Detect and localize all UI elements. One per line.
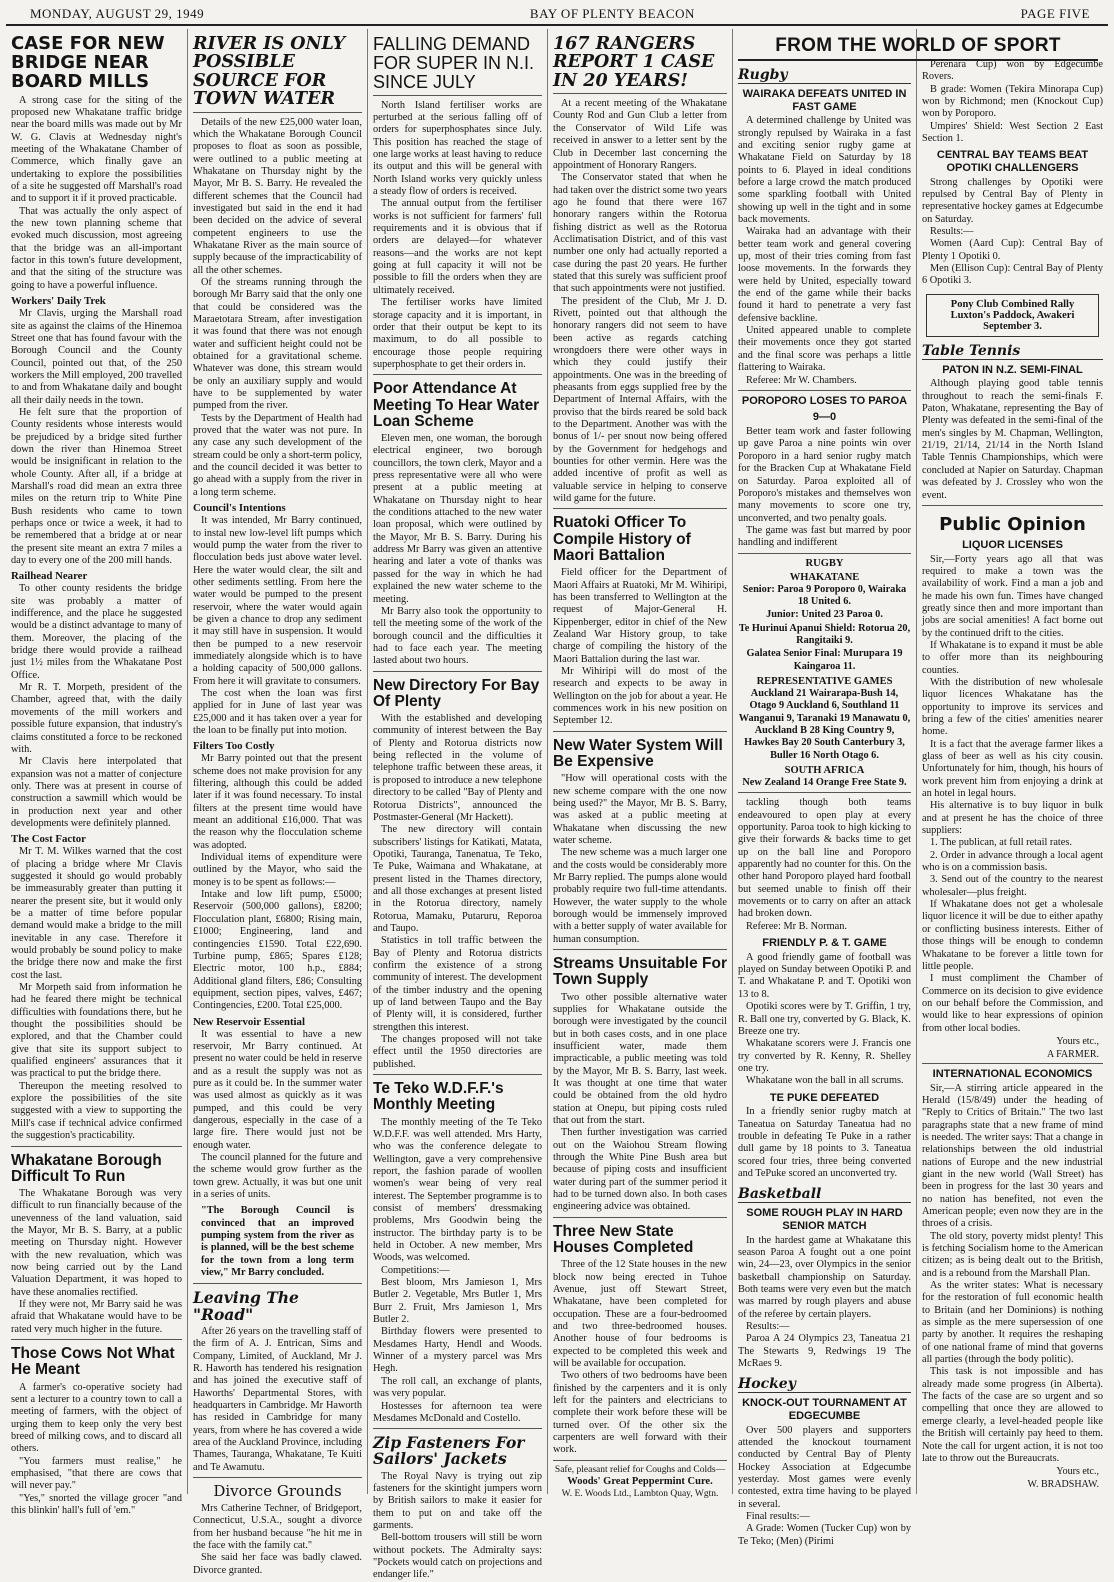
paragraph: Mr Barry pointed out that the present scheme does not make provision for any filtering, although this could be added later if it was found necessary. To instal filters at the present time would have meant an additional £16,000. That was the reason why the flocculation scheme was adopted.: [193, 753, 362, 851]
headline-state-houses: Three New State Houses Completed: [553, 1222, 694, 1257]
headline-divorce: Divorce Grounds: [213, 1482, 342, 1501]
paragraph: Paroa A 24 Olympics 23, Taneatua 21 The Stewarts 9, Redwings 19 The McRaes 9.: [738, 1333, 911, 1369]
sport-title-spacer: [922, 29, 1103, 59]
paragraph: As the writer states: What is necessary for the restoration of full economic health to Britain (and her Dominions) is nothing as simple as the mere supersession of one party by another. It requires the reshaping of one national frame of mind that governs all parties (through the body politic).: [922, 1280, 1103, 1366]
result-line: Te Hurinui Apanui Shield: Rotorua 20, Rangitaiki 9.: [738, 622, 911, 646]
headline-streams: Streams Unsuitable For Town Supply: [553, 955, 727, 989]
paragraph: After 26 years on the travelling staff of the firm of A. J. Entrican, Sims and Company, Limited, of Auckland, Mr J. R. Haworth has tendered his resignation and has joined the executive staff of Haworths' Departmental Stores, with headquarters in Cambridge. Mr Haworth has resided in Cambridge for many years, from where he has covered a wide area of the Auckland Province, including Thames, Tauranga, Whakatane, Te Kuiti and Te Awamutu.: [193, 1325, 362, 1473]
divider: [373, 374, 542, 375]
divider: [193, 112, 362, 113]
paragraph: Strong challenges by Opotiki were repulsed by Central Bay of Plenty in representative hockey games at Edgecumbe on Saturday.: [922, 176, 1103, 225]
paragraph: 3. Send out of the country to the nearest wholesaler—plus freight.: [922, 874, 1103, 898]
headline-te-puke: TE PUKE DEFEATED: [769, 1091, 880, 1104]
paragraph: Mr Clavis, urging the Marshall road site as against the claims of the Hinemoa Street one that has found favour with the Borough Council and the County Council, pointed out that, of the 250 workers the Mill employed, 200 travelled to and from Whakatane daily and bought all their daily needs in the town.: [11, 308, 182, 406]
paragraph: A strong case for the siting of the proposed new Whakatane traffic bridge near the board mills was made out by Mr W. G. Clavis at Wednesday night's meeting of the Whakatane Chamber of Commerce, which finally gave an undertaking to explore the possibilities of a site he suggested off Marshall's road and to support it if it proved practicable.: [11, 94, 182, 205]
headline-super: FALLING DEMAND FOR SUPER IN N.I. SINCE JULY: [373, 34, 535, 92]
headline-directory: New Directory For Bay Of Plenty: [373, 676, 540, 710]
headline-te-teko: Te Teko W.D.F.F.'s Monthly Meeting: [373, 1080, 504, 1114]
divider: [553, 508, 727, 509]
paragraph: His alternative is to buy liquor in bulk and at present he has the choice of three suppliers:: [922, 800, 1103, 837]
paragraph: This task is not impossible and has already made some progress (in Alberta). The facts of the case are so urgent and so compelling that once they are allowed to emerge clearly, a level-headed people like the British will certainly pay heed to them. Note the call for urgent action, it is not too late to throw out the Bureaucrats.: [922, 1366, 1103, 1464]
divider: [553, 1217, 727, 1218]
paragraph: It was intended, Mr Barry continued, to instal new low-level lift pumps which would pump the water from the river to flocculation beds just above water level. Here the water would clear, the silt and other sediments settling. From here the water would be pumped to the present reservoir, where the water would again be given a chance to drop any sediment it may still have in suspension. It would then be pumped to a new reservoir immediately alongside which is to have a holding capacity of 500,000 gallons. From here it will gravitate to consumers.: [193, 515, 362, 687]
paragraph: The new directory will contain subscribers' listings for Katikati, Matata, Opotiki, Tauranga, Tanenatua, Te Teko, Te Puke, Waimana and Whakatane, at present listed in the Thames directory, and all those exchanges at present listed in the Rotorua directory, namely Rotorua, Mamaku, Putaruru, Reporoa and Taupo.: [373, 824, 542, 934]
headline-central-bay: CENTRAL BAY TEAMS BEAT OPOTIKI CHALLENGERS: [936, 149, 1089, 175]
divider: [553, 731, 727, 732]
paragraph: Results:—: [746, 1320, 790, 1332]
paragraph: A Grade: Women (Tucker Cup) won by Te Teko; (Men) (Pirimi: [738, 1523, 911, 1547]
paragraph: A determined challenge by United was strongly repulsed by Wairaka in a fast and exciting senior rugby game at Whakatane Field on Saturday by 18 points to 6. Played in ideal conditions before a large crowd the match produced some sparkling football with United showing up well in the tight and in some back movements.: [738, 115, 911, 226]
letter-signoff: Yours etc.,: [1056, 1035, 1099, 1047]
paragraph: Mr Morpeth said from information he had he feared there might be technical difficulties with foundations there, but he thought the possibilities should be explored, and that the Chamber could give that site its support subject to qualified engineers' assurances that it was practical to put the bridge there.: [11, 982, 182, 1080]
result-line: Junior: United 23 Paroa 0.: [766, 609, 883, 621]
paragraph: Men (Ellison Cup): Central Bay of Plenty 6 Opotiki 3.: [922, 263, 1103, 287]
divider: [193, 1477, 362, 1478]
paragraph: Mr Clavis here interpolated that expansion was not a matter of conjecture only. There was at present in course of construction a sawmill which would be in production next year and other developments were definitely planned.: [11, 756, 182, 829]
headline-cows: Those Cows Not What He Meant: [11, 1345, 175, 1379]
letter-signature: A FARMER.: [1046, 1048, 1099, 1060]
paragraph: If they were not, Mr Barry said he was afraid that Whakatane would have to be rated very much higher in the future.: [11, 1299, 182, 1335]
paragraph: Two others of two bedrooms have been finished by the carpenters and it is only left for the painters and electricians to complete their work before these will be turned over. Of the other six the carpenters are well forward with their work.: [553, 1370, 727, 1456]
paragraph: Over 500 players and supporters attended the knockout tournament conducted by Central Bay of Plenty Hockey Association at Edgecumbe yesterday. Most games were evenly contested, extra time having to be played in several.: [738, 1424, 911, 1510]
paragraph: Results:—: [930, 226, 974, 238]
column-4: [548, 29, 733, 1499]
paragraph: Although playing good table tennis throughout to reach the semi-finals F. Paton, Whakatane, representing the Bay of Plenty was defeated in the semi-final of the men's singles by M. Chapman, Wellington, 21/19, 21/14, 21/14 in the North Island Table Tennis Championships, which were concluded at Napier on Saturday. Chapman was defeated by J. Crossley who won the event.: [922, 378, 1103, 501]
paragraph: Individual items of expenditure were outlined by the Mayor, who said the money is to be spent as follows:—: [193, 852, 362, 888]
paragraph: Umpires' Shield: West Section 2 East Section 1.: [922, 120, 1103, 145]
headline-economics: INTERNATIONAL ECONOMICS: [932, 1067, 1093, 1080]
headline-borough: Whakatane Borough Difficult To Run: [11, 1151, 162, 1185]
divider: [11, 1146, 182, 1147]
paragraph: With the established and developing community of interest between the Bay of Plenty and Rotorua districts now being reflected in the volume of telephone traffic between these areas, it is proposed to introduce a new telephone directory to be called "Bay of Plenty and Rotorua Districts", announced the Postmaster-General (Mr Hackett).: [373, 713, 542, 823]
paragraph: It was essential to have a new reservoir, Mr Barry continued. At present no water could be held in reserve and as a result the supply was not as pure as it could be. In the summer water was used almost as quickly as it was pumped, and this could be very dangerous, especially in the case of a large fire. There would just not be enough water.: [193, 1028, 362, 1151]
paragraph: Eleven men, one woman, the borough electrical engineer, two borough councillors, the town clerk, Mayor and a press representative were all who were present at a public meeting at Whakatane on Thursday night to hear the conditions attached to the new water loan proposal, which were outlined by the Mayor, Mr B. S. Barry. During his address Mr Barry was given an attentive hearing and later a vote of thanks was passed for the way in which he had explained the new water scheme to the meeting.: [373, 433, 542, 605]
public-opinion-title: Public Opinion: [939, 513, 1086, 535]
divider: [738, 390, 911, 391]
column-2: [188, 29, 368, 1576]
paragraph: If Whakatane is to expand it must be able to offer more than its neighbouring counties.: [922, 639, 1103, 676]
paragraph: Intake and low lift pump, £5000; Reservoir (500,000 gallons), £8200; Flocculation plant, £6800; Rising main, £1000; Engineering, land and contingencies £1590. Total £22,690. Turbine pump, £865; Spares £128; Electric motor, 100 h.p., £884; Additional gland filters, £86; Consulting equipment, section pipes, valves, £467; Contingencies, £200. Total £25,000.: [193, 889, 362, 1012]
paragraph: He felt sure that the proportion of County residents whose interests would be prejudiced by a bridge sited further down the river than Hinemoa Street would be insignificant in relation to the whole County. After all, if a bridge at Marshall's road did mean an extra three miles on the return trip to White Pine Bush residents who came to town perhaps once or twice a week, it had to be remembered that a bridge at or near the present site meant an extra 7 miles a day to every one of the 200 mill hands.: [11, 406, 182, 567]
paragraph: Referee: Mr W. Chambers.: [746, 374, 857, 386]
paragraph: Best bloom, Mrs Jamieson 1, Mrs Butler 2. Vegetable, Mrs Butler 1, Mrs Burr 2. Fruit, Mrs Jamieson 1, Mrs Butler 2.: [373, 1277, 542, 1326]
paragraph: I must compliment the Chamber of Commerce on its decision to give evidence on our behalf before the Commission, and would like to hear expressions of opinion from other local bodies.: [922, 973, 1103, 1034]
paragraph: Statistics in toll traffic between the Bay of Plenty and Rotorua districts confirm the existence of a strong community of interest. The development of the timber industry and the opening up of land between Taupo and the Bay of Plenty will, it is considered, further strengthen this interest.: [373, 935, 542, 1033]
headline-ruatoki: Ruatoki Officer To Compile History of Maori Battalion: [553, 514, 691, 564]
paragraph: With the distribution of new wholesale liquor licences Whakatane has the opportunity to improve its services and bring a few of the cities' amenities nearer home.: [922, 676, 1103, 738]
divider: [553, 93, 727, 94]
masthead-date: MONDAY, AUGUST 29, 1949: [30, 6, 205, 21]
subheading: Council's Intentions: [193, 502, 286, 515]
headline-rough-play: SOME ROUGH PLAY IN HARD SENIOR MATCH: [746, 1207, 903, 1232]
paragraph: Sir,—Forty years ago all that was required to make a town was the availability of work. Find a man a job and he made his own fun. Times have changed greatly since then and more important than jobs are social amenities! A fact borne out by the continued drift to the cities.: [922, 553, 1103, 639]
divider: [553, 949, 727, 950]
divider: [553, 1460, 727, 1461]
paragraph: Mrs Catherine Techner, of Bridgeport, Connecticut, U.S.A., sought a divorce from her husband because "he hit me in the face with the family cat.": [193, 1502, 362, 1551]
divider: [373, 1428, 542, 1429]
divider: [11, 1339, 182, 1340]
paragraph: The Royal Navy is trying out zip fasteners for the skintight jumpers worn by British sailors to make it easier for them to put on and take off the garments.: [373, 1470, 542, 1532]
paragraph: B grade: Women (Tekira Minorapa Cup) won by Richmond; men (Knockout Cup) won by Poroporo.: [922, 83, 1103, 120]
paragraph: Details of the new £25,000 water loan, which the Whakatane Borough Council proposes to float as soon as possible, were outlined to a public meeting at Whakatane on Thursday night by the Mayor, Mr B. S. Barry. He revealed the different schemes that the Council had investigated but said in the end it had been decided on the advice of several competent engineers to use the Whakatane River as the main source of supply because of the impracticability of all the other schemes.: [193, 116, 362, 276]
result-line: Auckland 21 Wairarapa-Bush 14, Otago 9 Auckland 6, Southland 11 Wanganui 9, Taranaki 19 Manawatu 0, Auckland B 28 King Country 9, Hawkes Bay 20 South Canterbury 3, Buller 16 North Otago 6.: [738, 687, 911, 761]
paragraph: Two other possible alternative water supplies for Whakatane outside the borough were investigated by the council but in both cases costs, and in one place insufficient water, made them impracticable, a public meeting was told by the Mayor, Mr B. S. Barry, last week. It was thought at one time that water could be obtained from the old hydro station at Onepu, but piping costs ruled that out from the start.: [553, 991, 727, 1127]
divider: [738, 792, 911, 793]
paragraph: Competitions:—: [381, 1264, 450, 1276]
paragraph: The new scheme was a much larger one and the costs would be considerably more Mr Barry replied. The pumps alone would probably require two full-time attendants. However, the water supply to the whole borough would be immensely improved with a better supply of water available for human consumption.: [553, 847, 727, 945]
divider: [738, 553, 911, 554]
paragraph: The council planned for the future and the scheme would grow further as the town grew. Actually, it was but one unit in a series of units.: [193, 1152, 362, 1201]
divider: [373, 1074, 542, 1075]
score-poroporo: 9—0: [812, 411, 837, 424]
results-heading: RUGBY: [805, 557, 844, 569]
section-rugby: Rugby: [738, 67, 911, 84]
masthead-paper-name: BAY OF PLENTY BEACON: [529, 6, 695, 21]
paragraph: A farmer's co-operative society had sent a lecturer to a country town to call a meeting of farmers, with the object of urging them to keep only the very best breed of milking cows, and to discard all others.: [11, 1381, 182, 1455]
paragraph: Mr T. M. Wilkes warned that the cost of placing a bridge where Mr Clavis suggested it should go would probably be immeasurably greater than putting it nearer the present site, but it would only be a matter of time before popular demand would make a bridge to the mill inevitable in any case. Therefore it would probably be sound policy to make the bridge there now and make the first cost the last.: [11, 846, 182, 981]
paragraph: The fertiliser works have limited storage capacity and it is important, in order that their output be kept to its maximum, to do all possible to encourage those people requiring superphosphate to get their orders in.: [373, 297, 542, 370]
paragraph: 1. The publican, at full retail rates.: [930, 837, 1072, 849]
paragraph: To other county residents the bridge site was probably a matter of indifference, and the place he suggested would be a distinct advantage to many of them. Moreover, the placing of the bridge there would provide a railhead just 1½ miles from the Whakatane Post Office.: [11, 583, 182, 681]
headline-friendly: FRIENDLY P. & T. GAME: [762, 937, 887, 950]
headline-poroporo: POROPORO LOSES TO PAROA: [741, 394, 908, 407]
headline-bridge: CASE FOR NEW BRIDGE NEAR BOARD MILLS: [11, 33, 165, 92]
ad-maker: W. E. Woods Ltd., Lambton Quay, Wgtn.: [561, 1488, 719, 1499]
headline-knockout: KNOCK-OUT TOURNAMENT AT EDGECUMBE: [742, 1397, 907, 1422]
paragraph: Hostesses for afternoon tea were Mesdames McDonald and Costello.: [373, 1400, 542, 1424]
column-1: [6, 29, 188, 1517]
headline-attendance: Poor Attendance At Meeting To Hear Water Loan Scheme: [373, 380, 540, 430]
divider: [922, 1063, 1103, 1064]
masthead-page-number: PAGE FIVE: [1020, 6, 1090, 21]
paragraph: Whakatane won the ball in all scrums.: [746, 1075, 904, 1087]
paragraph: Final results:—: [746, 1511, 810, 1523]
ad-line: Safe, pleasant relief for Coughs and Colds—: [554, 1464, 726, 1475]
subheading: The Cost Factor: [11, 833, 86, 846]
paragraph: Referee: Mr B. Norman.: [746, 920, 847, 932]
divider: [373, 671, 542, 672]
sport-section-title: FROM THE WORLD OF SPORT: [738, 35, 1098, 61]
paragraph: "Yes," snorted the village grocer "and this blinkin' hall's full of 'em.": [11, 1492, 182, 1517]
paragraph: In the hardest game at Whakatane this season Paroa A fought out a one point win, 24—23, over Olympics in the senior basketball championship on Saturday. Both teams were very even but the match was marred by rough players and abuse of the referee by certain players.: [738, 1234, 911, 1320]
results-subheading: SOUTH AFRICA: [784, 765, 865, 777]
divider: [373, 95, 542, 96]
paragraph: Field officer for the Department of Maori Affairs at Ruatoki, Mr M. Wihiripi, has been transferred to Wellington at the request of Major-General H. Kippenberger, editor in chief of the New Zealand War History group, to take charge of compiling the history of the Maori Battalion during the last war.: [553, 567, 727, 665]
paragraph: "You farmers must realise," he emphasised, "that there are cows that will never pay.": [11, 1455, 182, 1492]
subheading: Filters Too Costly: [193, 740, 275, 753]
subheading: New Reservoir Essential: [193, 1015, 305, 1028]
headline-paton: PATON IN N.Z. SEMI-FINAL: [942, 363, 1083, 376]
notice-line: September 3.: [983, 320, 1042, 332]
paragraph: The Conservator stated that when he had taken over the district some two years ago he found that there were 167 honorary rangers within the Rotorua fishing district as well as the Rotorua Acclimatisation District, and of this vast number one only had actually reported a case during the past 20 years. He further stated that this surely was sufficient proof that such appointments were not justified.: [553, 172, 727, 295]
letter-signature: W. BRADSHAW.: [1027, 1479, 1099, 1491]
headline-road: Leaving The "Road": [193, 1288, 299, 1324]
section-hockey: Hockey: [738, 1376, 911, 1393]
paragraph: The roll call, an exchange of plants, was very popular.: [373, 1375, 542, 1400]
paragraph: The cost when the loan was first applied for in June of last year was £25,000 and it has taken over a year for the loan to be finally put into motion.: [193, 687, 362, 736]
paragraph: Birthday flowers were presented to Mesdames Harty, Hendl and Woods. Winner of a mystery parcel was Mrs Hegh.: [373, 1326, 542, 1375]
paragraph: North Island fertiliser works are perturbed at the serious falling off of orders for superphosphates since July. This position has reached the stage of one large works at least having to reduce its output and this will be general with North Island works very quickly unless a steady flow of orders is received.: [373, 99, 542, 198]
column-3: [368, 29, 548, 1581]
paragraph: At a recent meeting of the Whakatane County Rod and Gun Club a letter from the Conservator of Wild Life was received in answer to a letter sent by the Club in December last concerning the appointment of Honorary Rangers.: [553, 98, 727, 171]
paragraph: The game was fast but marred by poor handling and indifferent: [738, 524, 911, 549]
paragraph: Perenara Cup) won by Edgecumbe Rovers.: [922, 59, 1103, 83]
results-subheading: REPRESENTATIVE GAMES: [756, 675, 893, 687]
paragraph: Of the streams running through the borough Mr Barry said that the only one that could be considered was the Maraetotara Stream, after investigation it was found that there was not enough water and sufficient height could not be obtained for a gravitational scheme. Whatever was done, this stream would be only an auxiliary supply and would have to be supplemented by water pumped from the river.: [193, 276, 362, 412]
paragraph: It is a fact that the average farmer likes a glass of beer as well as his city cousin. Unfortunately for him, though, his hours of work prevent him from enjoying a drink at an hotel in legal hours.: [922, 738, 1103, 800]
paragraph: The president of the Club, Mr J. D. Rivett, pointed out that although the honorary rangers did not seem to have been active as regards catching wrongdoers there were other ways in which they could justify their appointments. One was in the breeding of pheasants from eggs supplied free by the Department of Internal Affairs, with the proviso that the birds reared be sold back to the Department. Another was with the bonus of 1/- per snout now being offered by the Government for hedgehogs and bounties for other vermin. Here was the added incentive of profit as well as valuable service in helping to conserve wild game for the future.: [553, 295, 727, 505]
headline-river: RIVER IS ONLY POSSIBLE SOURCE FOR TOWN WATER: [193, 34, 346, 110]
paragraph: Mr Wihiripi will do most of the research and expects to be away in Wellington on the job for about a year. He commences work in his new position on September 12.: [553, 666, 727, 727]
letter-signoff: Yours etc.,: [1056, 1466, 1099, 1478]
notice-line: Pony Club Combined Rally: [950, 298, 1075, 310]
paragraph: In a friendly senior rugby match at Taneatua on Saturday Taneatua had no trouble in defeating Te Puke in a rather dull game by 18 points to 3. Taneatua scored four tries, three being converted and TePuke scored an unconverted try.: [738, 1106, 911, 1179]
paragraph: Opotiki scores were by T. Griffin, 1 try, R. Ball one try, converted by G. Black, K. Breeze one try.: [738, 1001, 911, 1037]
paragraph: Wairaka had an advantage with their better team work and general covering up, most of their tries coming from fast loose movements. In the forwards they were held by United, especially toward the end of the game while their backs found it hard to penetrate a very fast defensive backline.: [738, 226, 911, 324]
pony-club-notice: [926, 294, 1099, 337]
paragraph: The monthly meeting of the Te Teko W.D.F.F. was well attended. Mrs Harty, who was the conference delegate to Wellington, gave a very comprehensive report, the fashion parade of woollen women's wear being of very real interest. The September programme is to consist of members' dressmaking problems, Mrs Goodwin being the instructor. The birthday party is to be held in October. A new member, Mrs Woods, was welcomed.: [373, 1116, 542, 1264]
paragraph: That was actually the only aspect of the new town planning scheme that evoked much discussion, most agreeing that the bridge was an all-important factor in this town's future development, and that the siting of the structure was going to have a powerful influence.: [11, 205, 182, 291]
headline-wairaka: WAIRAKA DEFEATS UNITED IN FAST GAME: [742, 88, 907, 113]
ad-product-name: Woods' Great Peppermint Cure.: [567, 1476, 713, 1488]
result-line: Senior: Paroa 9 Poroporo 0, Wairaka 18 United 6.: [742, 583, 907, 607]
divider: [193, 1283, 362, 1284]
paragraph: Sir,—A stirring article appeared in the Herald (15/8/49) under the heading of "Reply to Critics of Britain." The two last paragraphs state that a new frame of mind is needed. The writer says: That a change in relationships between the old industrial nations of Europe and the new industrial giant in the new world (Wall Street) has been in progress for the last 30 years and no nation has benefited, not even the American people; even now they are in the throes of a crisis.: [922, 1082, 1103, 1230]
paragraph: She said her face was badly clawed. Divorce granted.: [193, 1552, 362, 1576]
results-subheading: WHAKATANE: [789, 571, 860, 583]
column-6: [917, 29, 1108, 1494]
paragraph: The annual output from the fertiliser works is not sufficient for farmers' full requirements and it is obvious that if orders are delayed—for whatever reasons—and the works are not kept going at full capacity it will not be possible to fill the orders when they are ultimately received.: [373, 198, 542, 296]
paragraph: Women (Aard Cup): Central Bay of Plenty 1 Opotiki 0.: [922, 238, 1103, 262]
headline-rangers: 167 RANGERS REPORT 1 CASE IN 20 YEARS!: [553, 34, 715, 91]
pull-quote: "The Borough Council is convinced that an improved pumping system from the river as is planned, will be the best scheme for the town from a long term view," Mr Barry concluded.: [201, 1205, 354, 1279]
paragraph: Then further investigation was carried out on the Waiohou Stream flowing through the White Pine Bush area but because of piping costs and insufficient water during part of the summer period it had to be turned down also. In both cases engineering advice was obtained.: [553, 1127, 727, 1213]
subheading: Railhead Nearer: [11, 570, 88, 583]
section-table-tennis: Table Tennis: [922, 343, 1103, 360]
paragraph: Mr R. T. Morpeth, president of the Chamber, agreed that, with the daily movements of the mill workers and possible future expansion, that industry's claims constituted a force to be reckoned with.: [11, 682, 182, 755]
headline-liquor: LIQUOR LICENSES: [962, 538, 1063, 551]
paragraph: Bell-bottom trousers will still be worn without pockets. The Admiralty says: "Pockets would catch on projections and endanger life.": [373, 1532, 542, 1581]
paragraph: If Whakatane does not get a wholesale liquor licence it will be due to either apathy or conflicting business interests. Either of those things will be enough to condemn Whakatane to be forever a little town for little people.: [922, 899, 1103, 972]
section-basketball: Basketball: [738, 1186, 911, 1203]
paragraph: A good friendly game of football was played on Sunday between Opotiki P. and T. and Whakatane P. and T. Opotiki won 13 to 8.: [738, 951, 911, 1000]
result-line: Galatea Senior Final: Murupara 19 Kaingaroa 11.: [746, 648, 903, 672]
headline-water-system: New Water System Will Be Expensive: [553, 736, 723, 770]
paragraph: The Whakatane Borough was very difficult to run financially because of the unevenness of the land valuation, said the Mayor, Mr B. S. Barry, at a public meeting on Thursday night. However with the new revaluation, which was now being carried out by the Land Valuation Department, it was hoped to have these anomalies rectified.: [11, 1188, 182, 1298]
paragraph: "How will operational costs with the new scheme compare with the one now being used?" the Mayor, Mr B. S. Barry, was asked at a public meeting at Whakatane when discussing the new water scheme.: [553, 773, 727, 846]
masthead: [6, 0, 1108, 26]
advertisement-peppermint: [553, 1465, 727, 1500]
paragraph: Better team work and faster following up gave Paroa a nine points win over Poroporo in a hard senior rugby match for the Bracken Cup at Whakatane Field on Saturday. Paroa exploited all of Poroporo's mistakes and themselves won many movements to score one try, unconverted, and two penalty goals.: [738, 426, 911, 524]
divider: [922, 505, 1103, 506]
paragraph: tackling though both teams endeavoured to open play at every opportunity. Paroa took to high kicking to give their forwards & backs time to get up on the ball line and Poroporo apparently had no counter for this. On the other hand Poroporo played hard football but seemed unable to finish off their movements or to carry on after an attack had broken down.: [738, 797, 911, 920]
paragraph: Tests by the Department of Health had proved that the water was not pure. In any case any such development of the stream could be only a short-term policy, and the council decided it was better to go ahead with a supply from the river in a long term scheme.: [193, 412, 362, 498]
paragraph: Whakatane scorers were J. Francis one try converted by R. Kenny, R. Shelley one try.: [738, 1038, 911, 1074]
paragraph: The changes proposed will not take effect until the 1950 directories are published.: [373, 1034, 542, 1070]
result-line: New Zealand 14 Orange Free State 9.: [742, 777, 907, 789]
paragraph: Thereupon the meeting resolved to explore the possibilities of the site suggested with a view to supporting the Mill's case if technical advice confirmed the suggestion's practicability.: [11, 1080, 182, 1142]
paragraph: 2. Order in advance through a local agent who is on a commission basis.: [922, 849, 1103, 874]
subheading: Workers' Daily Trek: [11, 295, 106, 308]
paragraph: United appeared unable to complete their movements once they got started and the final score was perhaps a little flattering to Wairaka.: [738, 325, 911, 374]
columns: [6, 29, 1108, 1581]
paragraph: Mr Barry also took the opportunity to tell the meeting some of the work of the borough council and the difficulties it had to face each year. The meeting lasted about two hours.: [373, 605, 542, 667]
paragraph: The old story, poverty midst plenty! This is fetching Socialism home to the American citizen; as is being dealt out to the British, and is a rebound from the Marshall Plan.: [922, 1230, 1103, 1279]
notice-line: Luxton's Paddock, Awakeri: [950, 309, 1075, 321]
paragraph: Three of the 12 State houses in the new block now being erected in Tuhoe Avenue, just off Stewart Street, Whakatane, have been completed for occupation. These are a four-bedroomed and two three-bedroomed houses. Another house of four bedrooms is expected to be completed this week and will be available for occupation.: [553, 1259, 727, 1370]
headline-zip: Zip Fasteners For Sailors' Jackets: [373, 1433, 525, 1469]
